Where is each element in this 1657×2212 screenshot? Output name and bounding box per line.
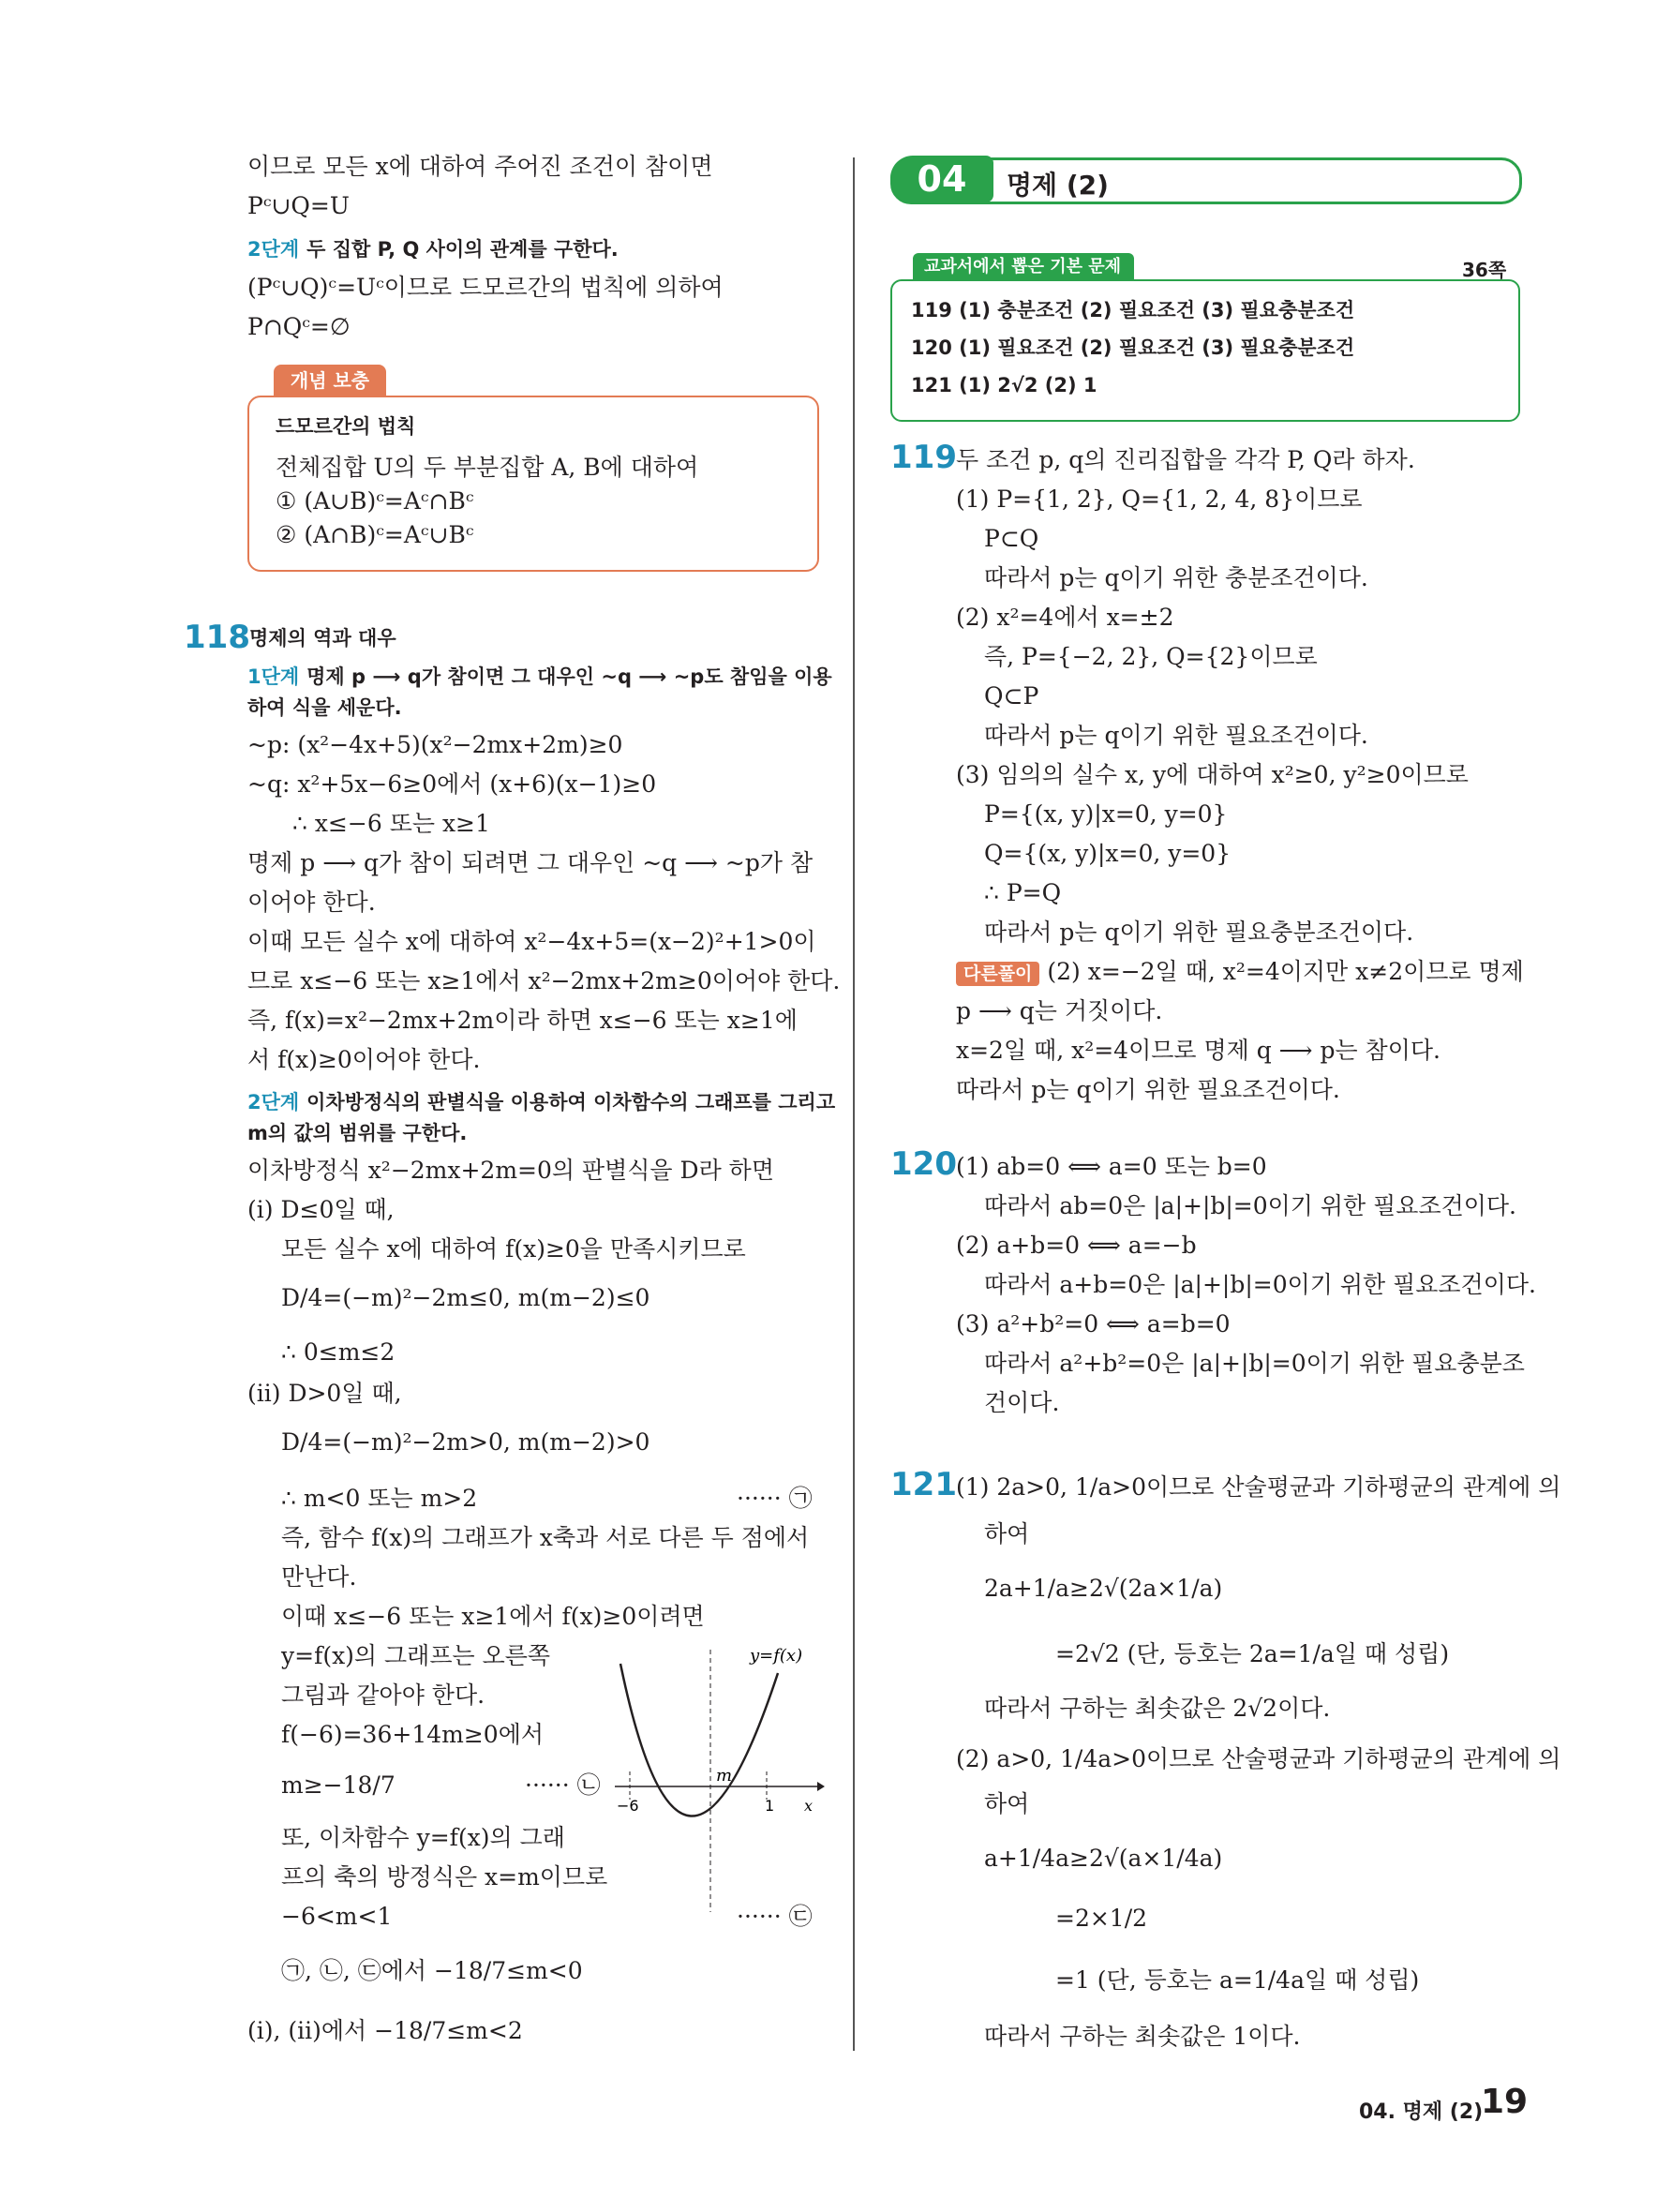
step-text: 하여 식을 세운다. [247, 696, 402, 719]
text-line: 하여 [984, 1520, 1030, 1547]
math-line: =1 (단, 등호는 a=1/4a일 때 성립) [1055, 1966, 1420, 1994]
page-number: 19 [1481, 2083, 1529, 2121]
neg6-label: −6 [617, 1797, 639, 1815]
math-line: a+1/4a≥2√(a×1/4a) [984, 1845, 1223, 1872]
text-line: x=2일 때, x²=4이므로 명제 q ⟶ p는 참이다. [956, 1037, 1441, 1064]
text-line: 두 조건 p, q의 진리집합을 각각 P, Q라 하자. [956, 446, 1415, 473]
text-line: 즉, P={−2, 2}, Q={2}이므로 [984, 643, 1318, 670]
step-label: 2단계 [247, 238, 300, 261]
text-line: 건이다. [984, 1389, 1060, 1416]
text-line: Pᶜ∪Q=U [247, 192, 350, 219]
math-line: ∴ P=Q [984, 879, 1062, 906]
text-line: 그림과 같아야 한다. [281, 1681, 485, 1709]
step-text: m의 값의 범위를 구한다. [247, 1122, 468, 1144]
x-axis-arrow [817, 1782, 825, 1791]
text-line: 따라서 a+b=0은 |a|+|b|=0이기 위한 필요조건이다. [984, 1271, 1536, 1298]
math-line: −6<m<1 [281, 1903, 393, 1930]
equation-mark: ······ ㉡ [525, 1771, 601, 1799]
text-line: 하여 [984, 1790, 1030, 1817]
column-divider [853, 157, 855, 2051]
text-line: 프의 축의 방정식은 x=m이므로 [281, 1863, 608, 1891]
answer-line: 119 (1) 충분조건 (2) 필요조건 (3) 필요충분조건 [911, 299, 1355, 321]
parabola-curve [620, 1664, 778, 1816]
text-line: 이때 모든 실수 x에 대하여 x²−4x+5=(x−2)²+1>0이 [247, 928, 816, 955]
answer-page-ref: 36쪽 [1462, 259, 1507, 281]
text-line: (ii) D>0일 때, [247, 1380, 402, 1407]
m-label: m [716, 1766, 733, 1786]
text-line: (3) 임의의 실수 x, y에 대하여 x²≥0, y²≥0이므로 [956, 761, 1469, 788]
math-line: ~p: (x²−4x+5)(x²−2mx+2m)≥0 [247, 731, 623, 758]
problem-number: 120 [890, 1145, 957, 1183]
text-line: 따라서 a²+b²=0은 |a|+|b|=0이기 위한 필요충분조 [984, 1350, 1525, 1377]
problem-number: 119 [890, 439, 957, 476]
text-line: 따라서 p는 q이기 위한 필요충분조건이다. [984, 919, 1414, 946]
step-line [247, 662, 832, 691]
concept-line: 전체집합 U의 두 부분집합 A, B에 대하여 [276, 454, 699, 481]
text-line: 만난다. [281, 1563, 357, 1591]
text-line: 서 f(x)≥0이어야 한다. [247, 1046, 481, 1073]
text-line: (2) x²=4에서 x=±2 [956, 604, 1174, 631]
step-line [247, 1087, 835, 1116]
math-line: =2√2 (단, 등호는 2a=1/a일 때 성립) [1055, 1640, 1450, 1667]
step-label: 2단계 [247, 1091, 300, 1113]
concept-title: 드모르간의 법칙 [276, 415, 416, 438]
problem-number: 118 [184, 619, 250, 656]
text-line: (1) P={1, 2}, Q={1, 2, 4, 8}이므로 [956, 486, 1363, 513]
text-line: (2) a>0, 1/4a>0이므로 산술평균과 기하평균의 관계에 의 [956, 1745, 1561, 1772]
curve-label: y=f(x) [750, 1646, 803, 1666]
footer-chapter: 04. 명제 (2) [1359, 2100, 1484, 2124]
text-line: 이때 x≤−6 또는 x≥1에서 f(x)≥0이려면 [281, 1603, 705, 1630]
text-line: 따라서 ab=0은 |a|+|b|=0이기 위한 필요조건이다. [984, 1192, 1516, 1219]
text-line: p ⟶ q는 거짓이다. [956, 997, 1163, 1024]
one-label: 1 [765, 1797, 775, 1815]
step-text: 이차방정식의 판별식을 이용하여 이차함수의 그래프를 그리고 [306, 1091, 836, 1113]
text-line: (1) ab=0 ⟺ a=0 또는 b=0 [956, 1153, 1267, 1180]
section-number: 04 [890, 156, 993, 202]
math-line: D/4=(−m)²−2m≤0, m(m−2)≤0 [281, 1284, 650, 1311]
x-label: x [804, 1797, 814, 1815]
problem-title: 명제의 역과 대우 [249, 627, 396, 650]
text-line: (1) 2a>0, 1/a>0이므로 산술평균과 기하평균의 관계에 의 [956, 1473, 1561, 1501]
answer-line: 121 (1) 2√2 (2) 1 [911, 374, 1097, 396]
parabola-graph [609, 1640, 825, 1921]
text-line: 므로 x≤−6 또는 x≥1에서 x²−2mx+2m≥0이어야 한다. [247, 967, 841, 994]
step-text: 두 집합 P, Q 사이의 관계를 구한다. [306, 238, 619, 261]
text-line: (i) D≤0일 때, [247, 1196, 395, 1223]
text-span: (2) x=−2일 때, x²=4이지만 x≠2이므로 명제 [1047, 958, 1524, 985]
text-line: 이므로 모든 x에 대하여 주어진 조건이 참이면 [247, 153, 713, 180]
text-line: P∩Qᶜ=∅ [247, 313, 351, 340]
text-line: 따라서 p는 q이기 위한 필요조건이다. [956, 1076, 1340, 1103]
text-line: 명제 p ⟶ q가 참이 되려면 그 대우인 ~q ⟶ ~p가 참 [247, 849, 814, 876]
math-line: f(−6)=36+14m≥0에서 [281, 1721, 544, 1748]
math-line: P={(x, y)|x=0, y=0} [984, 800, 1228, 828]
math-line: ㉠, ㉡, ㉢에서 −18/7≤m<0 [281, 1957, 583, 1984]
other-solution-line [956, 958, 1524, 986]
text-line: 즉, 함수 f(x)의 그래프가 x축과 서로 다른 두 점에서 [281, 1524, 810, 1551]
text-line: 따라서 p는 q이기 위한 필요조건이다. [984, 722, 1368, 749]
math-line: ∴ 0≤m≤2 [281, 1338, 396, 1366]
concept-line: ② (A∩B)ᶜ=Aᶜ∪Bᶜ [276, 521, 474, 548]
section-title: 명제 (2) [1007, 170, 1109, 201]
concept-line: ① (A∪B)ᶜ=Aᶜ∩Bᶜ [276, 487, 474, 515]
text-line: 따라서 구하는 최솟값은 2√2이다. [984, 1695, 1331, 1722]
text-line: (Pᶜ∪Q)ᶜ=Uᶜ이므로 드모르간의 법칙에 의하여 [247, 274, 724, 301]
text-line: y=f(x)의 그래프는 오른쪽 [281, 1642, 551, 1669]
text-line: (2) a+b=0 ⟺ a=−b [956, 1232, 1197, 1259]
equation-mark: ······ ㉢ [737, 1903, 813, 1930]
text-line: 따라서 p는 q이기 위한 충분조건이다. [984, 564, 1368, 591]
step-label: 1단계 [247, 665, 300, 688]
math-line: P⊂Q [984, 525, 1039, 552]
step-line [247, 234, 619, 263]
problem-number: 121 [890, 1466, 957, 1503]
text-line: 이어야 한다. [247, 889, 376, 916]
answer-tab: 교과서에서 뽑은 기본 문제 [913, 253, 1134, 281]
math-line: ∴ x≤−6 또는 x≥1 [292, 810, 490, 837]
math-line: D/4=(−m)²−2m>0, m(m−2)>0 [281, 1428, 650, 1456]
equation-mark: ······ ㉠ [737, 1485, 813, 1512]
text-line: 모든 실수 x에 대하여 f(x)≥0을 만족시키므로 [281, 1235, 746, 1263]
concept-tab: 개념 보충 [274, 365, 386, 396]
math-line: =2×1/2 [1055, 1905, 1148, 1932]
other-solution-badge: 다른풀이 [956, 962, 1039, 986]
math-line: m≥−18/7 [281, 1771, 396, 1799]
text-line: 즉, f(x)=x²−2mx+2m이라 하면 x≤−6 또는 x≥1에 [247, 1007, 798, 1034]
math-line: 2a+1/a≥2√(2a×1/a) [984, 1575, 1223, 1602]
text-line: 또, 이차함수 y=f(x)의 그래 [281, 1824, 565, 1851]
math-line: Q={(x, y)|x=0, y=0} [984, 840, 1232, 867]
math-line: (i), (ii)에서 −18/7≤m<2 [247, 2017, 523, 2044]
text-line: (3) a²+b²=0 ⟺ a=b=0 [956, 1310, 1231, 1338]
math-line: ~q: x²+5x−6≥0에서 (x+6)(x−1)≥0 [247, 770, 657, 798]
answer-line: 120 (1) 필요조건 (2) 필요조건 (3) 필요충분조건 [911, 336, 1355, 359]
text-line: 따라서 구하는 최솟값은 1이다. [984, 2023, 1301, 2050]
math-line: ∴ m<0 또는 m>2 [281, 1485, 478, 1512]
math-line: Q⊂P [984, 682, 1039, 710]
step-text: 명제 p ⟶ q가 참이면 그 대우인 ~q ⟶ ~p도 참임을 이용 [306, 665, 832, 688]
text-line: 이차방정식 x²−2mx+2m=0의 판별식을 D라 하면 [247, 1157, 774, 1184]
